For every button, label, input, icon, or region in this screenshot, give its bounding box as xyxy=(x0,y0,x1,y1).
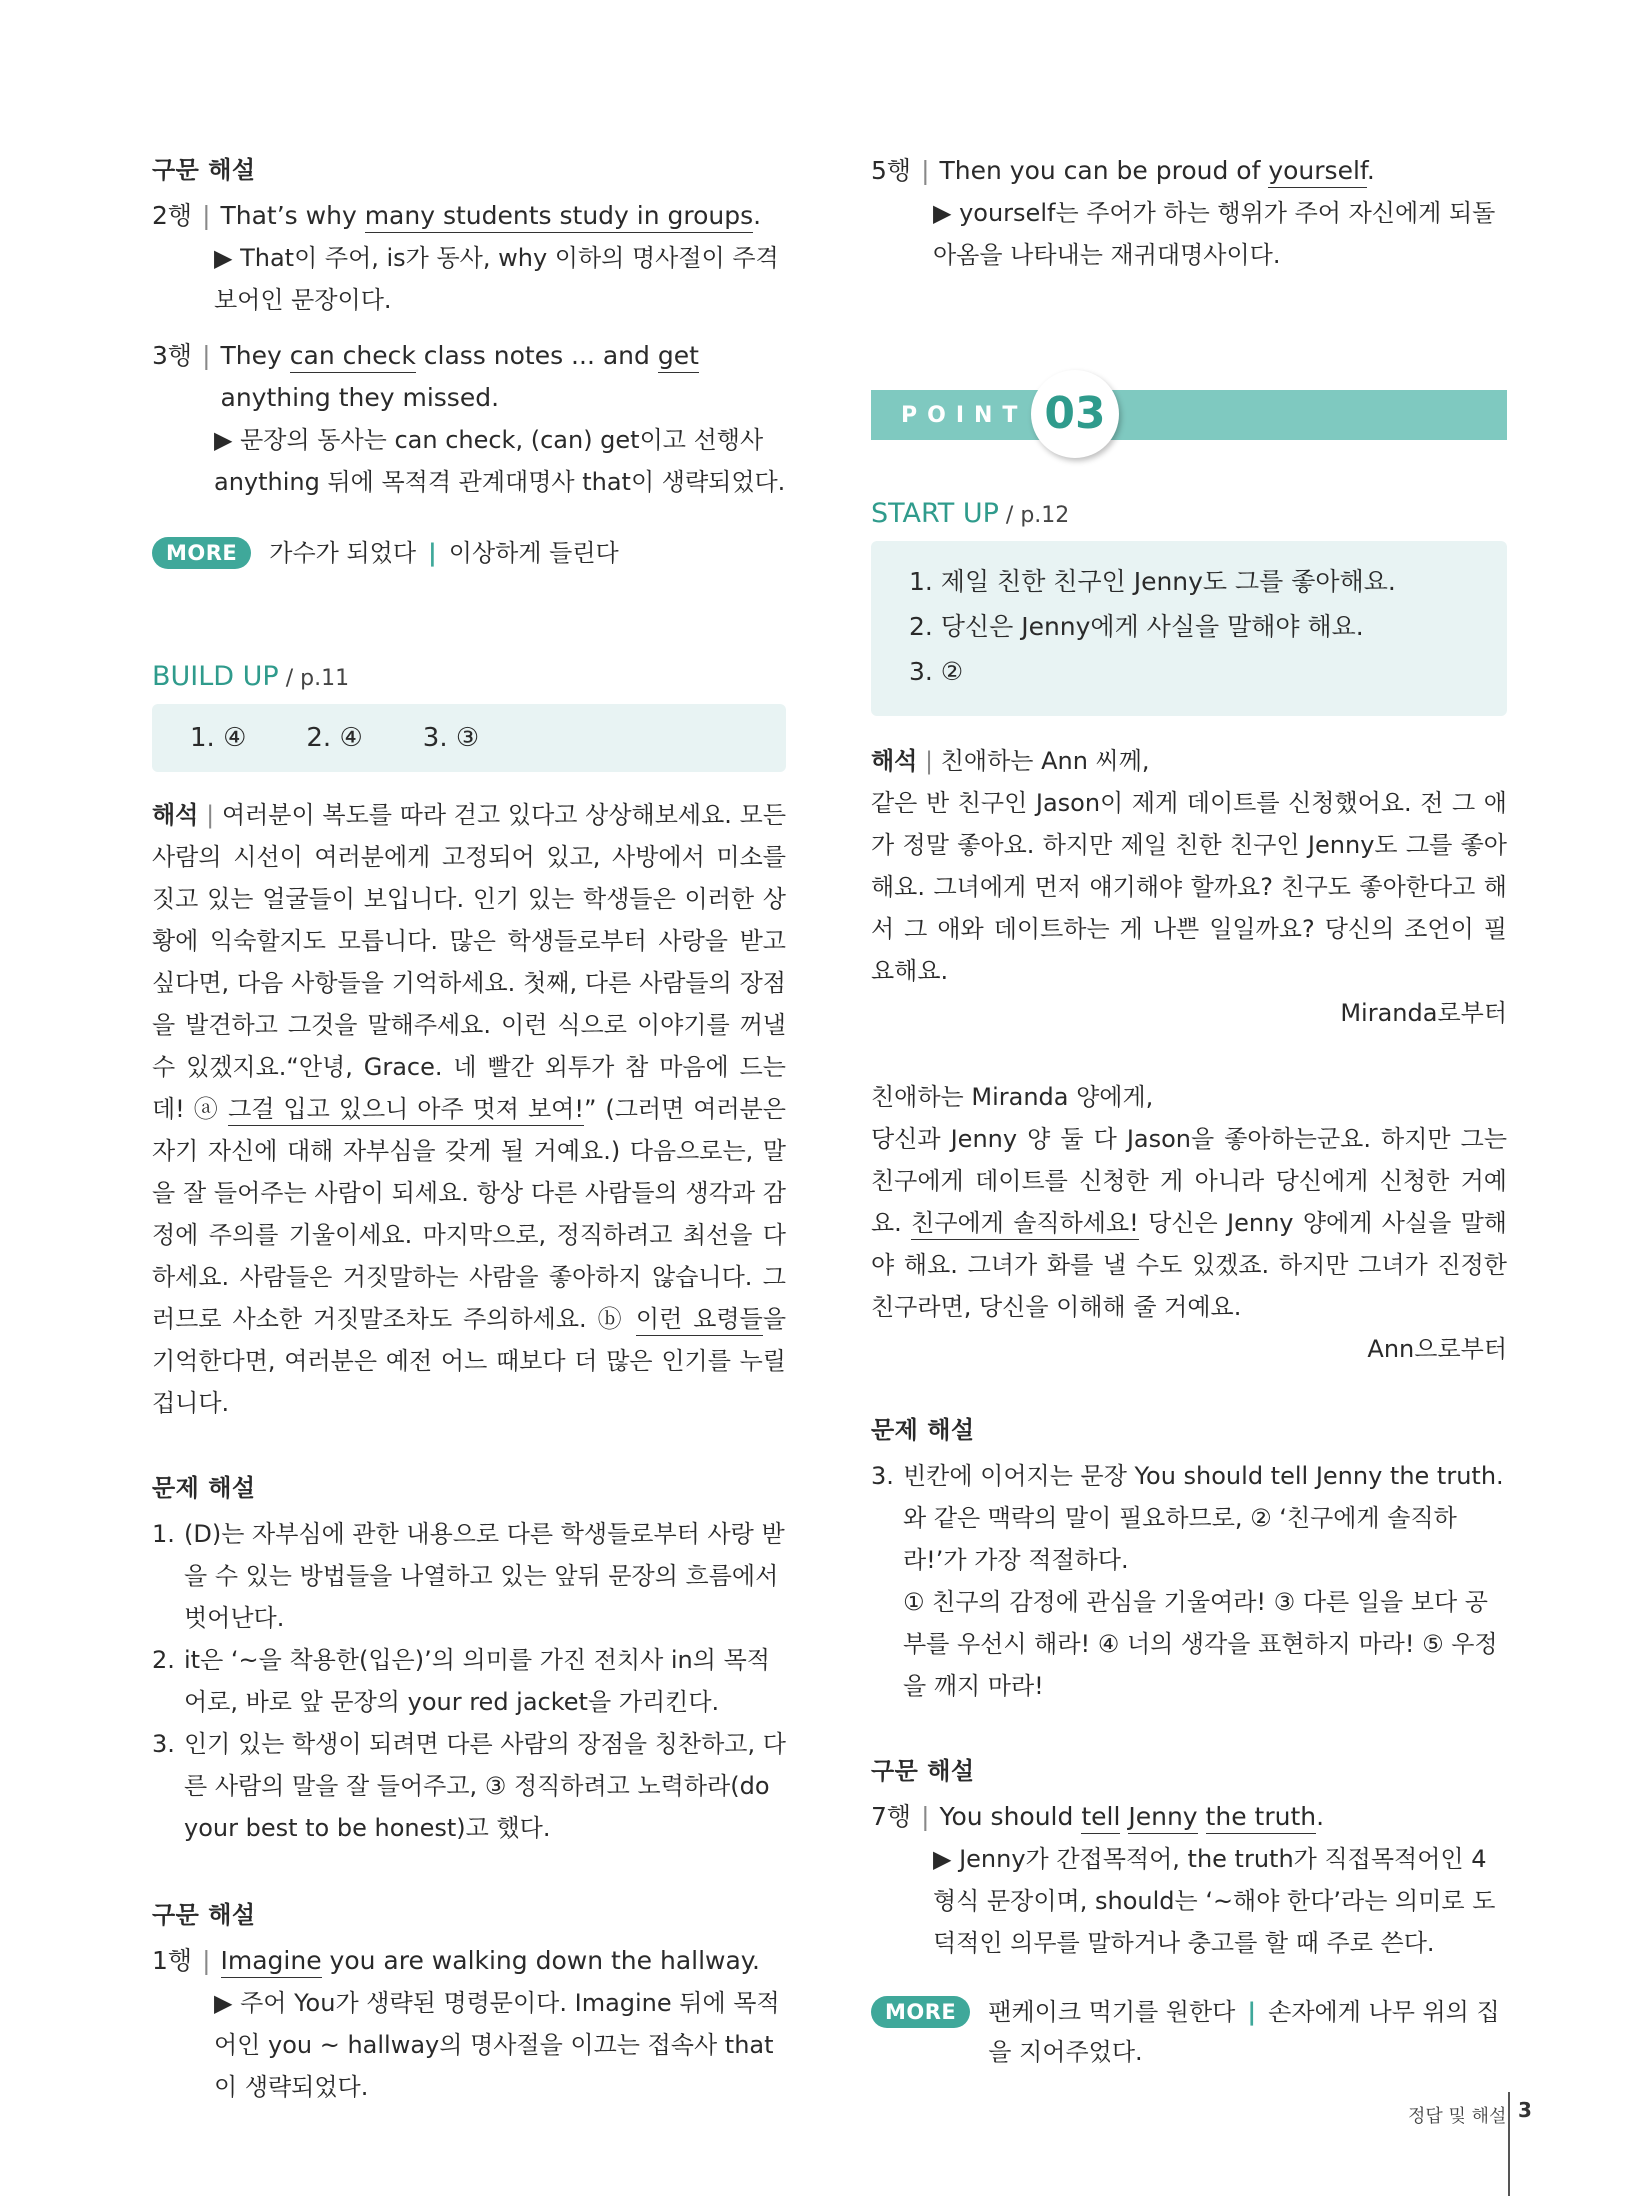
more-badge: MORE xyxy=(152,537,251,569)
greeting-text: 친애하는 Ann 씨께, xyxy=(940,747,1150,775)
start-up-heading xyxy=(871,498,1507,529)
section-title: 구문 해설 xyxy=(871,1757,975,1785)
underlined-text: 친구에게 솔직하세요! xyxy=(911,1209,1139,1240)
syntax-note: ▶ Jenny가 간접목적어, the truth가 직접목적어인 4형식 문장이며, should는 ‘~해야 한다’라는 의미로 도덕적인 의무를 말하거나 충고를 할 때 주로 쓴다. xyxy=(933,1845,1496,1957)
separator: | xyxy=(202,201,211,230)
more-text xyxy=(269,533,786,573)
explanation-item xyxy=(871,1581,1507,1707)
item-number: 2. xyxy=(152,1646,175,1674)
line-label: 2행 xyxy=(152,201,193,230)
underlined-text: Imagine xyxy=(221,1946,322,1978)
footer-label: 정답 및 해설 xyxy=(1408,2106,1507,2127)
underlined-text: can check xyxy=(290,341,416,373)
build-up-heading xyxy=(152,661,786,692)
sentence-text xyxy=(1198,1802,1206,1831)
sentence xyxy=(221,195,787,237)
left-column xyxy=(152,150,786,2108)
right-column xyxy=(871,150,1507,2066)
underlined-text: many students study in groups xyxy=(365,201,753,233)
syntax-section-2 xyxy=(152,1895,786,2108)
point-label: POINT xyxy=(901,403,1028,428)
sentence-text: anything they missed. xyxy=(220,383,500,412)
item-number: 1. xyxy=(152,1520,175,1548)
item-text: it은 ‘~을 착용한(입은)’의 의미를 가진 전치사 in의 목적어로, 바로 앞 문장의 your red jacket을 가리킨다. xyxy=(184,1646,770,1716)
more-text xyxy=(988,1992,1507,2072)
sentence xyxy=(940,150,1508,192)
section-title: 구문 해설 xyxy=(152,156,256,184)
sentence xyxy=(221,1940,787,1982)
syntax-note: ▶ 주어 You가 생략된 명령문이다. Imagine 뒤에 목적어인 you ~ hallway의 명사절을 이끄는 접속사 that이 생략되었다. xyxy=(214,1989,780,2101)
underlined-text: yourself xyxy=(1268,156,1367,188)
answer: 3. ② xyxy=(909,657,964,686)
separator: | xyxy=(917,747,941,775)
answer: 2. ④ xyxy=(306,723,363,753)
footer-divider xyxy=(1508,2092,1510,2196)
build-up-section xyxy=(152,661,786,772)
heading-text: START UP xyxy=(871,498,999,529)
item-number: 3. xyxy=(152,1730,175,1758)
answer: 1. 제일 친한 친구인 Jenny도 그를 좋아해요. xyxy=(909,567,1396,596)
underlined-text: 이런 요령들 xyxy=(636,1305,763,1336)
underlined-text: tell xyxy=(1081,1802,1120,1834)
sentence-text: class notes ... and xyxy=(415,341,658,370)
problem-explanation xyxy=(871,1410,1507,1707)
sentence-text: They xyxy=(220,341,290,370)
translation-text: 여러분이 복도를 따라 걷고 있다고 상상해보세요. 모든 사람의 시선이 여러분에게 고정되어 있고, 사방에서 미소를 짓고 있는 얼굴들이 보입니다. 인기 있는 학생들은 이러한 상황에 익숙할지도 모릅니다. 많은 학생들로부터 사랑을 받고 싶다면, 다음 사항들을 기억하세요. 첫째, 다른 사람들의 장점을 발견하고 그것을 말해주세요. 이런 식으로 이야기를 꺼낼 수 있겠지요.“안녕, Grace. 네 빨간 외투가 참 마음에 드는데! ⓐ xyxy=(152,801,787,1123)
separator: | xyxy=(202,341,211,370)
item-text: (D)는 자부심에 관한 내용으로 다른 학생들로부터 사랑 받을 수 있는 방법들을 나열하고 있는 앞뒤 문장의 흐름에서 벗어난다. xyxy=(184,1520,785,1632)
answer: 2. 당신은 Jenny에게 사실을 말해야 해요. xyxy=(909,612,1364,641)
syntax-section-1 xyxy=(152,150,786,503)
page-reference: / p.11 xyxy=(278,666,350,691)
line-label: 1행 xyxy=(152,1946,193,1975)
line-label: 7행 xyxy=(871,1802,912,1831)
translation-text: 을 기억한다면, 여러분은 예전 어느 때보다 더 많은 인기를 누릴 겁니다. xyxy=(152,1305,786,1417)
separator: | xyxy=(198,801,222,829)
letter-signature: Ann으로부터 xyxy=(1367,1335,1507,1363)
syntax-note: ▶ 문장의 동사는 can check, (can) get이고 선행사 anything 뒤에 목적격 관계대명사 that이 생략되었다. xyxy=(214,426,786,496)
syntax-row xyxy=(871,150,1507,192)
explanation-item xyxy=(152,1513,786,1639)
syntax-continued xyxy=(871,150,1507,276)
section-title: 문제 해설 xyxy=(152,1474,256,1502)
underlined-text: Jenny xyxy=(1128,1802,1197,1834)
more-answers xyxy=(871,1992,1507,2072)
answer-box xyxy=(871,541,1507,716)
section-title: 문제 해설 xyxy=(871,1416,975,1444)
explanation-item xyxy=(152,1639,786,1723)
letter-greeting xyxy=(871,740,1507,782)
translation-text: ” (그러면 여러분은 자기 자신에 대해 자부심을 갖게 될 거예요.) 다음으로는, 말을 잘 들어주는 사람이 되세요. 항상 다른 사람들의 생각과 감정에 주의를 기울이세요. 마지막으로, 정직하려고 최선을 다하세요. 사람들은 거짓말하는 사람을 좋아하지 않습니다. 그러므로 사소한 거짓말조차도 주의하세요. ⓑ xyxy=(152,1095,786,1333)
syntax-row xyxy=(152,335,786,419)
sentence-text: . xyxy=(1316,1802,1325,1831)
divider: | xyxy=(1247,1998,1257,2026)
syntax-row xyxy=(871,1796,1507,1838)
answer: 1. ④ xyxy=(190,723,247,753)
syntax-row xyxy=(152,1940,786,1982)
syntax-row xyxy=(152,195,786,237)
start-up-section xyxy=(871,498,1507,2072)
letter-text: 당신은 Jenny 양에게 사실을 말해야 해요. 그녀가 화를 낼 수도 있겠죠. 하지만 그녀가 진정한 친구라면, 당신을 이해해 줄 거예요. xyxy=(871,1209,1507,1321)
item-number: 3. xyxy=(871,1462,894,1490)
translation-label: 해석 xyxy=(871,747,918,775)
line-label: 3행 xyxy=(152,341,193,370)
letter-body xyxy=(871,1118,1507,1328)
translation xyxy=(152,794,786,1424)
problem-explanation xyxy=(152,1468,786,1849)
separator: | xyxy=(921,156,930,185)
explanation-item xyxy=(152,1723,786,1849)
letter-body: 같은 반 친구인 Jason이 제게 데이트를 신청했어요. 전 그 애가 정말 좋아요. 하지만 제일 친한 친구인 Jenny도 그를 좋아해요. 그녀에게 먼저 얘기해야 할까요? 친구도 좋아한다고 해서 그 애와 데이트하는 게 나쁜 일일까요? 당신의 조언이 필요해요. xyxy=(871,789,1507,985)
translation-label: 해석 xyxy=(152,801,199,829)
page-number: 3 xyxy=(1518,2098,1532,2122)
sentence-text: You should xyxy=(939,1802,1082,1831)
letter-greeting: 친애하는 Miranda 양에게, xyxy=(871,1083,1154,1111)
answer-box xyxy=(152,704,786,772)
sentence-text: . xyxy=(1366,156,1375,185)
answer: 3. ③ xyxy=(422,723,480,753)
syntax-note: ▶ That이 주어, is가 동사, why 이하의 명사절이 주격 보어인 문장이다. xyxy=(214,244,779,314)
translation xyxy=(871,740,1507,1370)
letter-text: 당신과 Jenny 양 둘 다 Jason을 좋아하는군요. 하지만 그는 친구에게 데이트를 신청한 게 아니라 당신에게 신청한 거예요. xyxy=(871,1125,1507,1237)
sentence xyxy=(221,335,787,419)
underlined-text: the truth xyxy=(1206,1802,1317,1834)
more-answer: 가수가 되었다 xyxy=(269,539,416,567)
item-number xyxy=(871,1581,903,1707)
more-answer: 손자에게 나무 위의 집을 지어주었다. xyxy=(988,1998,1500,2066)
sentence xyxy=(940,1796,1508,1838)
syntax-note: ▶ yourself는 주어가 하는 행위가 주어 자신에게 되돌아옴을 나타내는 재귀대명사이다. xyxy=(933,199,1496,269)
sentence-text: you are walking down the hallway. xyxy=(321,1946,760,1975)
more-answer: 이상하게 들린다 xyxy=(448,539,619,567)
more-answer: 팬케이크 먹기를 원한다 xyxy=(988,1998,1236,2026)
underlined-text: get xyxy=(658,341,699,373)
letter-signature: Miranda로부터 xyxy=(1340,999,1507,1027)
more-badge: MORE xyxy=(871,1996,970,2028)
heading-text: BUILD UP xyxy=(152,661,279,692)
point-number: 03 xyxy=(1031,370,1119,458)
separator: | xyxy=(921,1802,930,1831)
sentence-text: That’s why xyxy=(220,201,365,230)
item-text: 인기 있는 학생이 되려면 다른 사람의 장점을 칭찬하고, 다른 사람의 말을 잘 들어주고, ③ 정직하려고 노력하라(do your best to be honest)고 했다. xyxy=(184,1730,786,1842)
section-title: 구문 해설 xyxy=(152,1901,256,1929)
explanation-item xyxy=(871,1455,1507,1581)
separator: | xyxy=(202,1946,211,1975)
sentence-text: . xyxy=(753,201,762,230)
underlined-text: 그걸 입고 있으니 아주 멋져 보여! xyxy=(228,1095,584,1126)
page-reference: / p.12 xyxy=(998,503,1070,528)
sentence-text: Then you can be proud of xyxy=(939,156,1269,185)
item-text: 빈칸에 이어지는 문장 You should tell Jenny the truth.와 같은 맥락의 말이 필요하므로, ② ‘친구에게 솔직하라!’가 가장 적절하다. xyxy=(903,1462,1504,1574)
divider: | xyxy=(428,539,437,567)
more-answers xyxy=(152,533,786,573)
item-text: ① 친구의 감정에 관심을 기울여라! ③ 다른 일을 보다 공부를 우선시 해라! ④ 너의 생각을 표현하지 마라! ⑤ 우정을 깨지 마라! xyxy=(903,1588,1498,1700)
syntax-section-3 xyxy=(871,1751,1507,1964)
line-label: 5행 xyxy=(871,156,912,185)
